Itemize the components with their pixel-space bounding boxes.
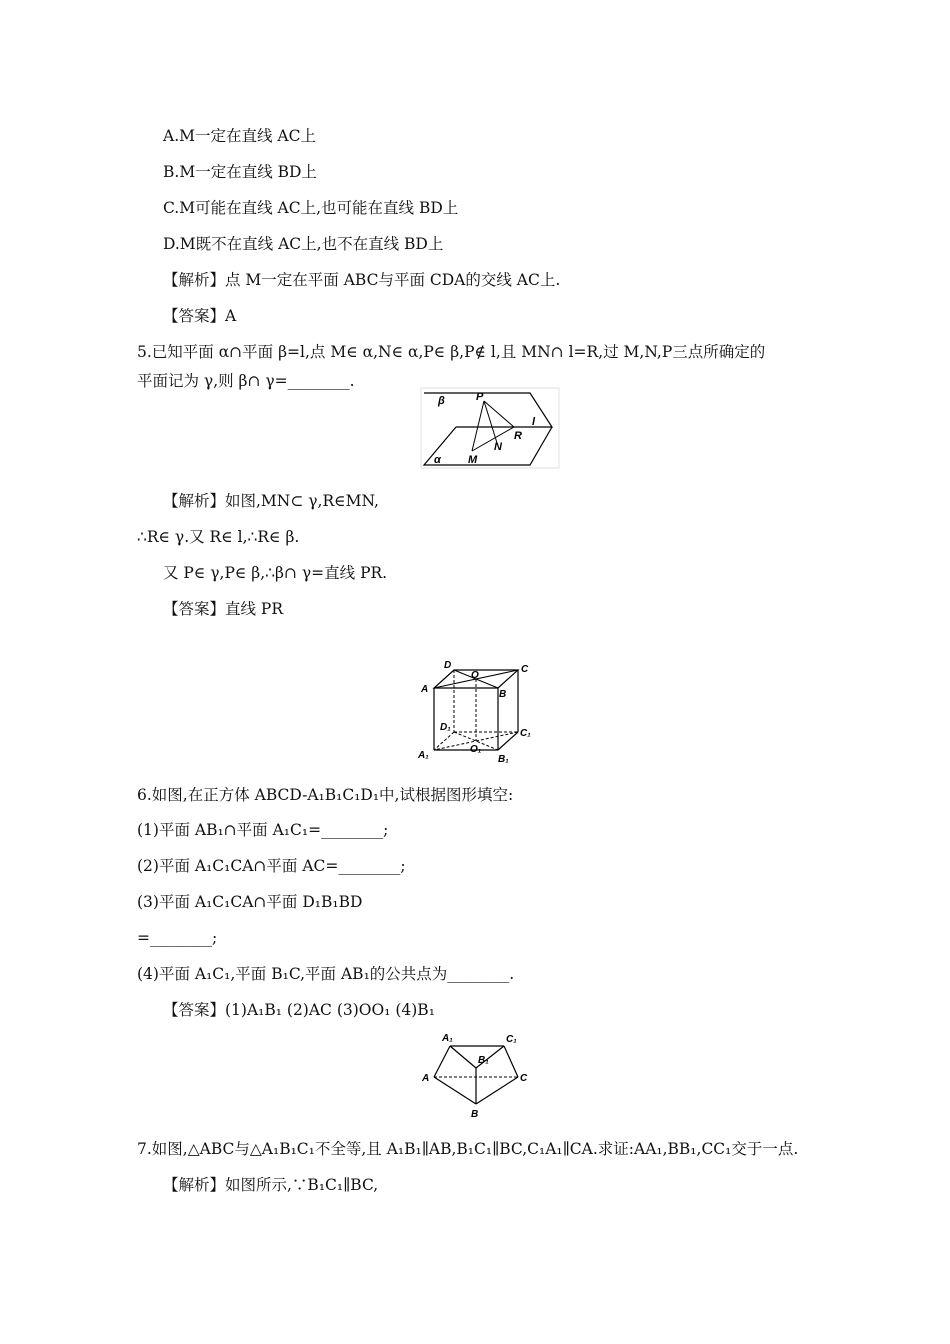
label-o1: O₁ [470, 744, 482, 755]
label-c: C [521, 664, 529, 675]
q6-item-3b: =________; [137, 929, 218, 947]
option-d: D.M既不在直线 AC上,也不在直线 BD上 [163, 235, 444, 253]
label-r: R [514, 430, 522, 442]
q4-answer: 【答案】A [163, 307, 237, 325]
q5-analysis-3: 又 P∈ γ,P∈ β,∴β∩ γ=直线 PR. [163, 564, 388, 582]
option-b: B.M一定在直线 BD上 [163, 163, 317, 181]
label-b1: B₁ [498, 754, 509, 765]
q7-stem: 7.如图,△ABC与△A₁B₁C₁不全等,且 A₁B₁∥AB,B₁C₁∥BC,C₁A₁∥CA.求证:AA₁,BB₁,CC₁交于一点. [137, 1140, 799, 1158]
label-p: P [476, 391, 484, 403]
q5-answer: 【答案】直线 PR [163, 600, 284, 618]
label-c1: C₁ [520, 728, 531, 739]
label-n: N [494, 441, 502, 453]
q6-item-3a: (3)平面 A₁C₁CA∩平面 D₁B₁BD [137, 893, 363, 911]
triangles-figure [420, 1030, 532, 1122]
label-alpha: α [434, 454, 441, 466]
label-b1: B₁ [478, 1055, 489, 1066]
label-a1: A₁ [442, 1033, 453, 1044]
q5-analysis-1: 【解析】如图,MN⊂ γ,R∈MN, [163, 492, 379, 510]
option-a: A.M一定在直线 AC上 [163, 127, 316, 145]
q5-analysis-2: ∴R∈ γ.又 R∈ l,∴R∈ β. [137, 528, 300, 546]
q5-stem-line1: 5.已知平面 α∩平面 β=l,点 M∈ α,N∈ α,P∈ β,P∉ l,且 MN∩ l=R,过 M,N,P三点所确定的 [137, 343, 766, 361]
q4-analysis: 【解析】点 M一定在平面 ABC与平面 CDA的交线 AC上. [163, 271, 561, 289]
label-b: B [499, 689, 507, 700]
option-c: C.M可能在直线 AC上,也可能在直线 BD上 [163, 199, 459, 217]
q7-analysis: 【解析】如图所示,∵B₁C₁∥BC, [163, 1176, 379, 1194]
q6-item-2: (2)平面 A₁C₁CA∩平面 AC=________; [137, 857, 406, 875]
label-c1: C₁ [506, 1034, 517, 1045]
q6-item-4: (4)平面 A₁C₁,平面 B₁C,平面 AB₁的公共点为________. [137, 965, 515, 983]
label-a: A [422, 1073, 430, 1084]
label-b: B [471, 1109, 479, 1120]
label-a1: A₁ [418, 750, 429, 761]
label-a: A [421, 684, 429, 695]
label-beta: β [438, 395, 445, 407]
q6-item-1: (1)平面 AB₁∩平面 A₁C₁=________; [137, 821, 389, 839]
label-c: C [520, 1073, 528, 1084]
label-l: l [532, 416, 536, 428]
cube-figure [416, 658, 538, 766]
label-o: O [471, 670, 479, 681]
q6-answer: 【答案】(1)A₁B₁ (2)AC (3)OO₁ (4)B₁ [163, 1001, 435, 1019]
q5-stem-line2: 平面记为 γ,则 β∩ γ=________. [137, 372, 355, 390]
label-m: M [468, 454, 478, 466]
label-d: D [444, 660, 452, 671]
two-planes-figure [420, 387, 560, 469]
label-d1: D₁ [440, 722, 451, 733]
q6-stem: 6.如图,在正方体 ABCD-A₁B₁C₁D₁中,试根据图形填空: [137, 786, 514, 804]
